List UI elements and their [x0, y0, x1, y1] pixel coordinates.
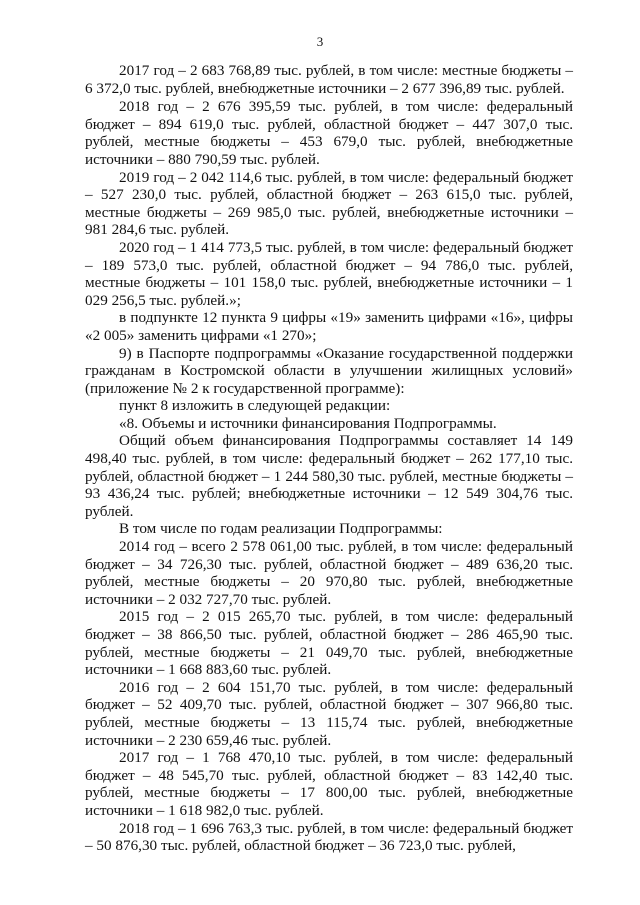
page-number: 3 — [316, 34, 324, 49]
paragraph-2020-funding: 2020 год – 1 414 773,5 тыс. рублей, в том числе: федеральный бюджет – 189 573,0 тыс. рублей, областной бюджет – 94 786,0 тыс. рублей, местные бюджеты – 101 158,0 тыс. рублей, внебюджетные источники – 1 029 256,5 тыс. рублей.»; — [85, 238, 573, 309]
paragraph-total-funding: Общий объем финансирования Подпрограммы составляет 14 149 498,40 тыс. рублей, в том числе: федеральный бюджет – 262 177,10 тыс. рублей, областной бюджет – 1 244 580,30 тыс. рублей, местные бюджеты – 93 436,24 тыс. рублей; внебюджетные источники – 12 549 304,76 тыс. рублей. — [85, 432, 573, 520]
paragraph-2015-funding: 2015 год – 2 015 265,70 тыс. рублей, в том числе: федеральный бюджет – 38 866,50 тыс. рублей, областной бюджет – 286 465,90 тыс. рублей, местные бюджеты – 21 049,70 тыс. рублей, внебюджетные источники – 1 668 883,60 тыс. рублей. — [85, 608, 573, 679]
paragraph-by-years: В том числе по годам реализации Подпрограммы: — [119, 520, 443, 538]
paragraph-2019-funding: 2019 год – 2 042 114,6 тыс. рублей, в том числе: федеральный бюджет – 527 230,0 тыс. рублей, областной бюджет – 263 615,0 тыс. рублей, местные бюджеты – 269 985,0 тыс. рублей, внебюджетные источники – 981 284,6 тыс. рублей. — [85, 168, 573, 239]
paragraph-2016-funding: 2016 год – 2 604 151,70 тыс. рублей, в том числе: федеральный бюджет – 52 409,70 тыс. рублей, областной бюджет – 307 966,80 тыс. рублей, местные бюджеты – 13 115,74 тыс. рублей, внебюджетные источники – 2 230 659,46 тыс. рублей. — [85, 678, 573, 749]
paragraph-item-9: 9) в Паспорте подпрограммы «Оказание государственной поддержки гражданам в Костромской области в улучшении жилищных условий» (приложение № 2 к государственной программе): — [85, 344, 573, 397]
document-body — [85, 62, 573, 855]
paragraph-point-8: пункт 8 изложить в следующей редакции: — [119, 397, 391, 415]
paragraph-2014-funding: 2014 год – всего 2 578 061,00 тыс. рублей, в том числе: федеральный бюджет – 34 726,30 тыс. рублей, областной бюджет – 489 636,20 тыс. рублей, местные бюджеты – 20 970,80 тыс. рублей, внебюджетные источники – 2 032 727,70 тыс. рублей. — [85, 538, 573, 608]
paragraph-2018-funding: 2018 год – 2 676 395,59 тыс. рублей, в том числе: федеральный бюджет – 894 619,0 тыс. рублей, областной бюджет – 447 307,0 тыс. рублей, местные бюджеты – 453 679,0 тыс. рублей, внебюджетные источники – 880 790,59 тыс. рублей. — [85, 98, 573, 168]
paragraph-subpoint-12: в подпункте 12 пункта 9 цифры «19» заменить цифрами «16», цифры «2 005» заменить цифрами «1 270»; — [85, 309, 573, 344]
paragraph-2017-funding: 2017 год – 2 683 768,89 тыс. рублей, в том числе: местные бюджеты – 6 372,0 тыс. рублей, внебюджетные источники – 2 677 396,89 тыс. рублей. — [85, 62, 573, 97]
paragraph-section-8-title: «8. Объемы и источники финансирования Подпрограммы. — [119, 414, 497, 432]
paragraph-2018-subprogram: 2018 год – 1 696 763,3 тыс. рублей, в том числе: федеральный бюджет – 50 876,30 тыс. рублей, областной бюджет – 36 723,0 тыс. рублей, — [85, 819, 573, 855]
paragraph-2017-subprogram: 2017 год – 1 768 470,10 тыс. рублей, в том числе: федеральный бюджет – 48 545,70 тыс. рублей, областной бюджет – 83 142,40 тыс. рублей, местные бюджеты – 17 800,00 тыс. рублей, внебюджетные источники – 1 618 982,0 тыс. рублей. — [85, 749, 573, 819]
